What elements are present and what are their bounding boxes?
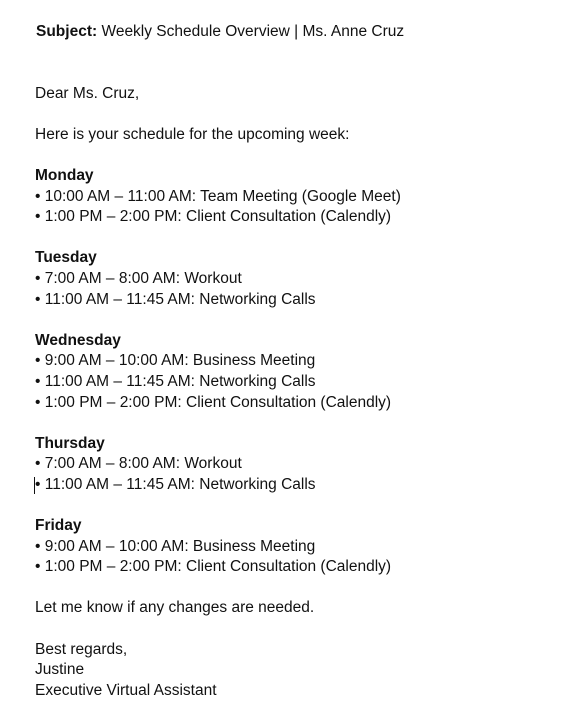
spacer [35, 43, 555, 84]
intro-text: Here is your schedule for the upcoming week: [35, 125, 350, 143]
schedule-item: • 1:00 PM – 2:00 PM: Client Consultation (Calendly) [35, 393, 392, 411]
schedule-item: • 10:00 AM – 11:00 AM: Team Meeting (Google Meet) [35, 187, 401, 205]
subject-label: Subject: [36, 23, 98, 40]
text-cursor [34, 477, 35, 494]
day-section-thursday [35, 434, 555, 496]
spacer [35, 145, 555, 166]
day-heading: Tuesday [35, 249, 97, 267]
day-section-tuesday [35, 248, 555, 310]
schedule-item: • 11:00 AM – 11:45 AM: Networking Calls [35, 372, 316, 390]
schedule-item: • 11:00 AM – 11:45 AM: Networking Calls [35, 290, 316, 308]
day-section-friday [35, 516, 555, 578]
closing-note: Let me know if any changes are needed. [35, 599, 315, 617]
sender-name: Justine [35, 661, 85, 679]
spacer [35, 104, 555, 125]
schedule-item: • 7:00 AM – 8:00 AM: Workout [35, 455, 242, 473]
spacer [35, 413, 555, 434]
day-section-wednesday [35, 331, 555, 413]
schedule-item: • 9:00 AM – 10:00 AM: Business Meeting [35, 537, 316, 555]
day-heading: Friday [35, 517, 82, 535]
schedule-item: • 1:00 PM – 2:00 PM: Client Consultation (Calendly) [35, 208, 392, 226]
day-heading: Monday [35, 166, 94, 184]
subject-line [35, 22, 555, 43]
day-heading: Wednesday [35, 331, 121, 349]
schedule-item: • 1:00 PM – 2:00 PM: Client Consultation (Calendly) [35, 558, 392, 576]
email-body[interactable] [35, 22, 555, 701]
greeting: Dear Ms. Cruz, [35, 84, 140, 102]
schedule-item-with-cursor[interactable] [35, 475, 555, 496]
schedule-item: • 7:00 AM – 8:00 AM: Workout [35, 269, 242, 287]
spacer [35, 228, 555, 249]
sender-title: Executive Virtual Assistant [35, 681, 217, 699]
sign-off: Best regards, [35, 640, 128, 658]
subject-text: Weekly Schedule Overview | Ms. Anne Cruz [101, 23, 405, 40]
schedule-item: • 9:00 AM – 10:00 AM: Business Meeting [35, 352, 316, 370]
spacer [35, 619, 555, 640]
schedule-item: • 11:00 AM – 11:45 AM: Networking Calls [35, 475, 316, 493]
day-section-monday [35, 166, 555, 228]
spacer [35, 310, 555, 331]
day-heading: Thursday [35, 434, 105, 452]
spacer [35, 578, 555, 599]
spacer [35, 495, 555, 516]
